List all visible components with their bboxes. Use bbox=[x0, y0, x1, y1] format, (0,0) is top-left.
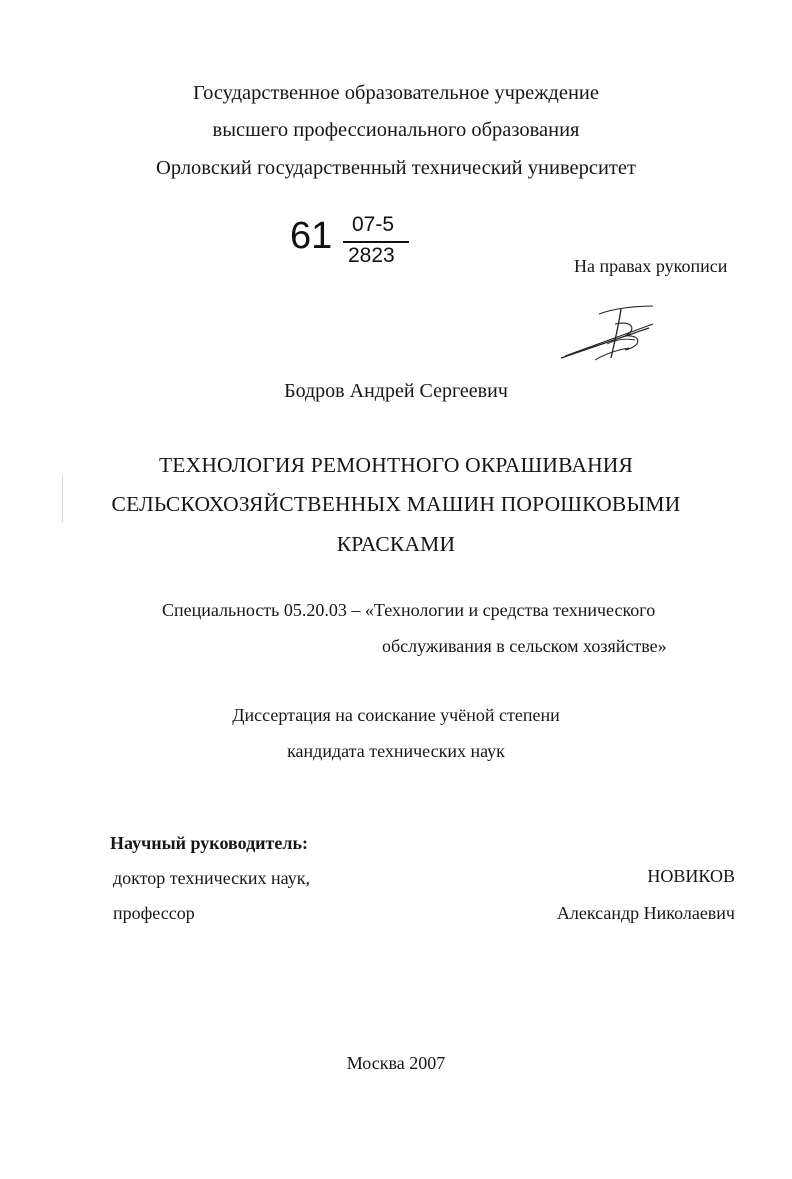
catalog-numerator: 07-5 bbox=[352, 213, 395, 236]
supervisor-surname: НОВИКОВ bbox=[647, 866, 735, 886]
title-line-1: ТЕХНОЛОГИЯ РЕМОНТНОГО ОКРАШИВАНИЯ bbox=[158, 453, 634, 477]
catalog-prefix: 61 bbox=[290, 215, 333, 257]
city-year: Москва 2007 bbox=[346, 1053, 446, 1073]
manuscript-note: На правах рукописи bbox=[574, 256, 728, 276]
institution-line-2: высшего профессионального образования bbox=[212, 119, 580, 141]
dissertation-line-2: кандидата технических наук bbox=[287, 741, 505, 761]
dissertation-line-1: Диссертация на соискание учёной степени bbox=[232, 705, 560, 725]
catalog-fraction-line bbox=[343, 241, 409, 243]
supervisor-given-names: Александр Николаевич bbox=[556, 903, 735, 923]
title-line-2: СЕЛЬСКОХОЗЯЙСТВЕННЫХ МАШИН ПОРОШКОВЫМИ bbox=[111, 492, 681, 516]
specialty-line-1: Специальность 05.20.03 – «Технологии и средства технического bbox=[162, 600, 656, 620]
supervisor-heading: Научный руководитель: bbox=[110, 833, 308, 853]
institution-line-3: Орловский государственный технический университет bbox=[156, 157, 636, 179]
supervisor-degree: доктор технических наук, bbox=[113, 868, 310, 888]
title-line-3: КРАСКАМИ bbox=[336, 532, 456, 556]
supervisor-rank: профессор bbox=[113, 903, 195, 923]
institution-line-1: Государственное образовательное учреждение bbox=[193, 82, 599, 104]
specialty-line-2: обслуживания в сельском хозяйстве» bbox=[382, 636, 667, 656]
author-name: Бодров Андрей Сергеевич bbox=[284, 380, 508, 402]
signature-icon bbox=[555, 300, 665, 370]
catalog-denominator: 2823 bbox=[348, 244, 395, 267]
